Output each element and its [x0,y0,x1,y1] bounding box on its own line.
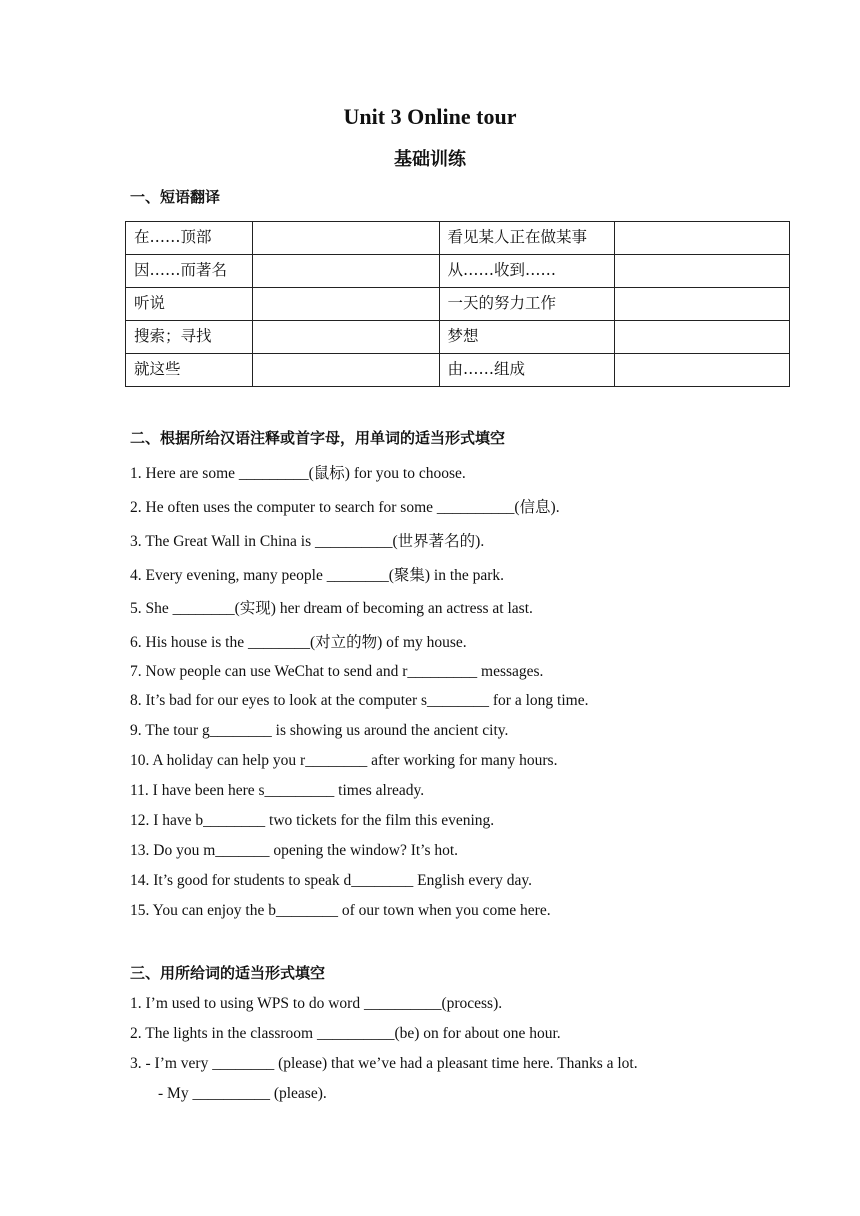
table-cell: 梦想 [439,321,615,354]
table-cell: 由……组成 [439,354,615,387]
answer-cell[interactable] [615,222,790,255]
table-cell: 在……顶部 [126,222,253,255]
phrase-translation-table [125,221,790,387]
answer-cell[interactable] [252,255,439,288]
question-item: 8. It’s bad for our eyes to look at the computer s________ for a long time. [130,692,589,709]
table-row [126,321,790,354]
question-item: 11. I have been here s_________ times already. [130,782,425,799]
question-item: 1. Here are some _________(鼠标) for you to choose. [130,465,466,482]
answer-cell[interactable] [252,288,439,321]
question-item: 13. Do you m_______ opening the window? It’s hot. [130,842,459,859]
table-cell: 看见某人正在做某事 [439,222,615,255]
question-item: 2. The lights in the classroom __________(be) on for about one hour. [130,1025,561,1042]
table-row [126,255,790,288]
answer-cell[interactable] [615,255,790,288]
question-item: 5. She ________(实现) her dream of becoming an actress at last. [130,600,533,617]
section1-heading: 一、短语翻译 [130,188,221,206]
question-item: 14. It’s good for students to speak d________ English every day. [130,872,532,889]
question-item: 4. Every evening, many people ________(聚集) in the park. [130,567,505,584]
answer-cell[interactable] [252,321,439,354]
answer-cell[interactable] [252,222,439,255]
table-cell: 一天的努力工作 [439,288,615,321]
answer-cell[interactable] [615,321,790,354]
question-item: 12. I have b________ two tickets for the film this evening. [130,812,495,829]
question-item: 2. He often uses the computer to search for some __________(信息). [130,499,560,516]
table-cell: 搜索；寻找 [126,321,253,354]
question-item: 6. His house is the ________(对立的物) of my house. [130,634,467,651]
table-cell: 听说 [126,288,253,321]
answer-cell[interactable] [252,354,439,387]
section3-heading: 三、用所给词的适当形式填空 [130,964,326,982]
question-item: 15. You can enjoy the b________ of our town when you come here. [130,902,551,919]
answer-cell[interactable] [615,288,790,321]
table-row [126,288,790,321]
page-subtitle: 基础训练 [394,149,466,170]
table-row [126,354,790,387]
question-item: 7. Now people can use WeChat to send and r_________ messages. [130,663,544,680]
question-item: 9. The tour g________ is showing us around the ancient city. [130,722,509,739]
table-cell: 从……收到…… [439,255,615,288]
table-row [126,222,790,255]
section2-heading: 二、根据所给汉语注释或首字母，用单词的适当形式填空 [130,429,506,447]
question-item: 3. - I’m very ________ (please) that we’ve had a pleasant time here. Thanks a lot. [130,1055,638,1072]
table-cell: 因……而著名 [126,255,253,288]
question-item: 1. I’m used to using WPS to do word __________(process). [130,995,503,1012]
table-cell: 就这些 [126,354,253,387]
question-item-continuation: - My __________ (please). [158,1085,327,1102]
question-item: 10. A holiday can help you r________ after working for many hours. [130,752,558,769]
answer-cell[interactable] [615,354,790,387]
page-title: Unit 3 Online tour [343,104,517,129]
question-item: 3. The Great Wall in China is __________(世界著名的). [130,533,485,550]
